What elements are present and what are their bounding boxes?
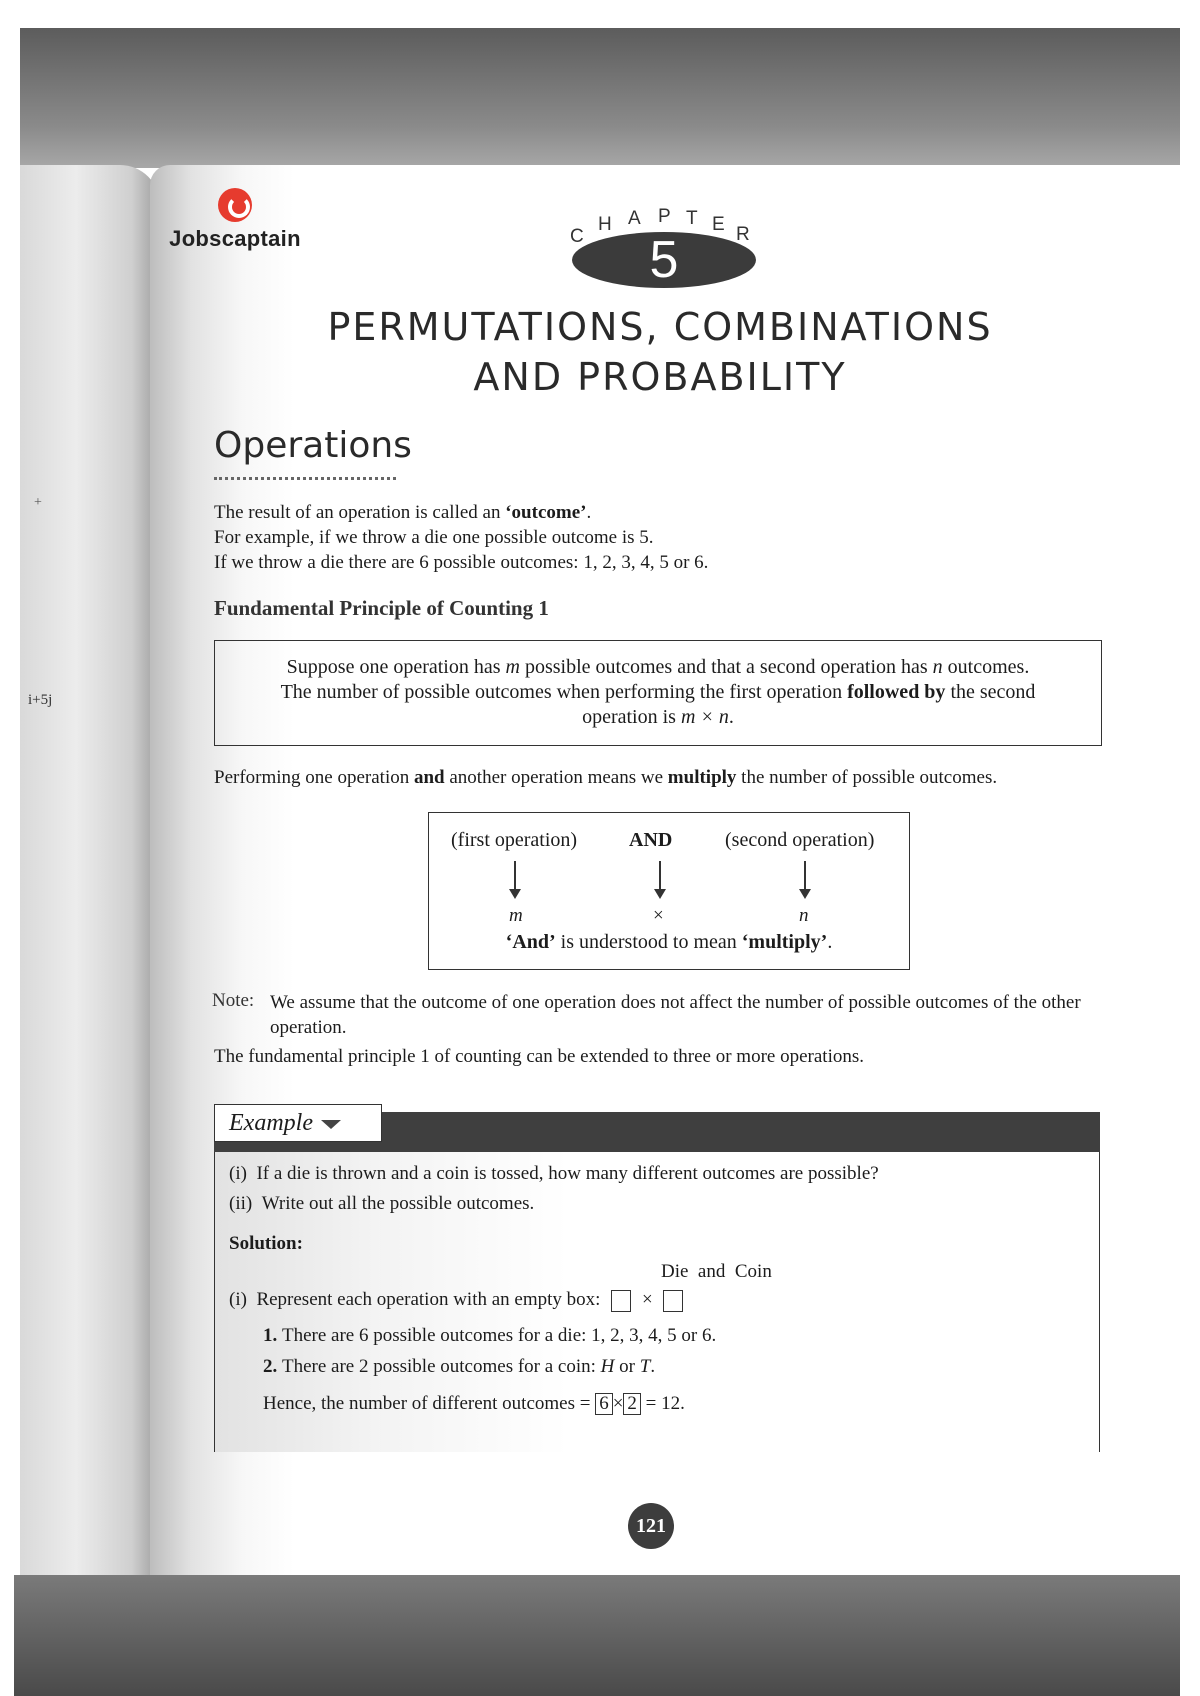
- question-1: (i) If a die is thrown and a coin is tossed, how many different outcomes are possible?: [229, 1163, 879, 1184]
- and-label: AND: [629, 829, 673, 851]
- n-symbol: n: [799, 905, 809, 926]
- down-arrow-icon: [804, 861, 806, 891]
- first-operation-label: (first operation): [451, 829, 578, 851]
- point-1: 1. There are 6 possible outcomes for a die: 1, 2, 3, 4, 5 or 6.: [263, 1325, 717, 1346]
- times-symbol: ×: [653, 905, 664, 926]
- multiply-paragraph: Performing one operation and another operation means we multiply the number of possible outcomes.: [214, 767, 998, 788]
- chapter-word: C H A P T E R: [570, 206, 750, 247]
- down-arrow-icon: [659, 861, 661, 891]
- principle-heading: Fundamental Principle of Counting 1: [214, 596, 549, 620]
- principle-box: Suppose one operation has m possible outcomes and that a second operation has n outcomes. The number of possible outcomes when performing the first operation followed by the second operation is m × n.: [214, 640, 1102, 746]
- facing-page-edge: [20, 165, 160, 1585]
- scan-background-top: [20, 28, 1180, 168]
- chapter-number-badge: 5: [572, 232, 756, 288]
- note-label: Note:: [212, 990, 255, 1011]
- die-coin-label: Die and Coin: [661, 1261, 772, 1282]
- question-2: (ii) Write out all the possible outcomes.: [229, 1193, 535, 1214]
- hence-result: Hence, the number of different outcomes = 6 × 2 = 12.: [263, 1393, 685, 1414]
- logo-icon: [218, 188, 252, 222]
- section-heading: Operations: [214, 425, 412, 466]
- empty-box: [611, 1290, 631, 1312]
- example-tab: Example: [214, 1104, 382, 1142]
- margin-math: i+5j: [28, 692, 53, 708]
- m-symbol: m: [509, 905, 523, 926]
- empty-box: [663, 1290, 683, 1312]
- example-body: [214, 1152, 1100, 1452]
- scan-background-bottom: [14, 1575, 1180, 1696]
- down-arrow-icon: [514, 861, 516, 891]
- page-number: 121: [628, 1503, 674, 1549]
- and-multiply-diagram: [428, 812, 910, 970]
- intro-paragraph: The result of an operation is called an ‘outcome’. For example, if we throw a die one possible outcome is 5. If we throw a die there are 6 possible outcomes: 1, 2, 3, 4, 5 or 6.: [214, 502, 709, 573]
- chapter-title: PERMUTATIONS, COMBINATIONS AND PROBABILITY: [327, 305, 993, 399]
- margin-mark: +: [34, 495, 42, 510]
- triangle-down-icon: [321, 1120, 341, 1129]
- note-text: We assume that the outcome of one operation does not affect the number of possible outcomes of the other operation.: [270, 992, 1081, 1038]
- second-operation-label: (second operation): [725, 829, 875, 851]
- diagram-caption: ‘And’ is understood to mean ‘multiply’.: [505, 931, 833, 953]
- logo-text: Jobscaptain: [169, 226, 301, 251]
- solution-step-1: (i) Represent each operation with an empty box: ×: [229, 1288, 689, 1312]
- section-dotted-rule: [214, 477, 396, 480]
- jobscaptain-logo: [160, 188, 310, 252]
- point-2: 2. There are 2 possible outcomes for a coin: H or T.: [263, 1356, 656, 1377]
- extension-paragraph: The fundamental principle 1 of counting can be extended to three or more operations.: [214, 1046, 864, 1067]
- solution-label: Solution:: [229, 1233, 303, 1254]
